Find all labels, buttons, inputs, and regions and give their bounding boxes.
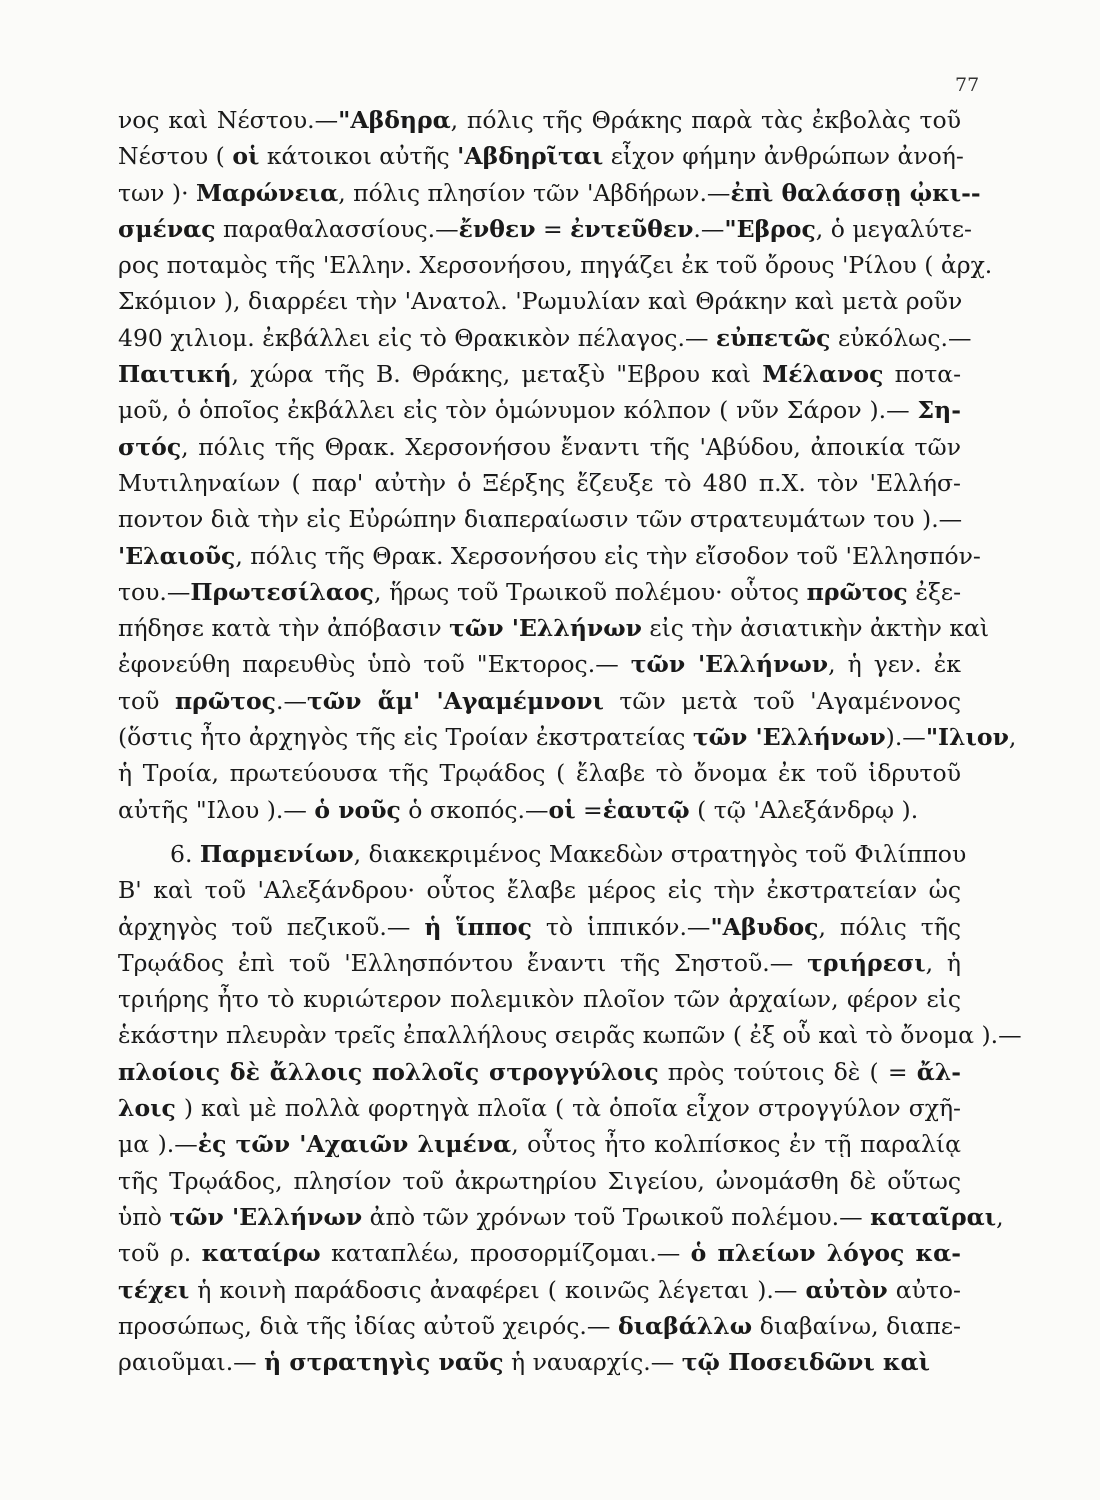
text-line: Μυτιληναίων ( παρ' αὐτὴν ὁ Ξέρξης ἔζευξε τὸ 480 π.Χ. τὸν 'Ελλήσ- (118, 468, 961, 497)
text-line: τοῦ πρῶτος.—τῶν ἅμ' 'Αγαμέμνονι τῶν μετὰ τοῦ 'Αγαμένονος (118, 686, 961, 715)
text-line: αὐτῆς "Ιλου ).— ὁ νοῦς ὁ σκοπός.—οἱ =ἑαυτῷ ( τῷ 'Αλεξάνδρῳ ). (118, 795, 919, 824)
text-line: τῆς Τρῳάδος, πλησίον τοῦ ἀκρωτηρίου Σιγείου, ὠνομάσθη δὲ οὕτως (118, 1166, 961, 1195)
text-line: ἡ Τροία, πρωτεύουσα τῆς Τρῳάδος ( ἔλαβε τὸ ὄνομα ἐκ τοῦ ἱδρυτοῦ (118, 759, 961, 788)
text-line: Παιτική, χώρα τῆς Β. Θράκης, μεταξὺ "Εβρου καὶ Μέλανος ποτα- (118, 360, 962, 389)
text-line: ὑπὸ τῶν 'Ελλήνων ἀπὸ τῶν χρόνων τοῦ Τρωικοῦ πολέμου.— καταῖραι, (118, 1202, 1004, 1231)
page-number: 77 (955, 74, 980, 96)
commentary-paragraph-1 (118, 102, 1017, 828)
commentary-paragraph-2 (118, 836, 1022, 1380)
text-line: Β' καὶ τοῦ 'Αλεξάνδρου· οὗτος ἔλαβε μέρος εἰς τὴν ἐκστρατείαν ὡς (118, 876, 961, 905)
text-line: τέχει ἡ κοινὴ παράδοσις ἀναφέρει ( κοινῶς λέγεται ).— αὐτὸν αὐτο- (118, 1275, 961, 1304)
text-line: Σκόμιον ), διαρρέει τὴν 'Ανατολ. 'Ρωμυλίαν καὶ Θράκην καὶ μετὰ ροῦν (118, 287, 963, 316)
text-line: ρος ποταμὸς τῆς 'Ελλην. Χερσονήσου, πηγάζει ἐκ τοῦ ὄρους 'Ρίλου ( ἀρχ. (118, 251, 993, 280)
text-line: 'Ελαιοῦς, πόλις τῆς Θρακ. Χερσονήσου εἰς τὴν εἴσοδον τοῦ 'Ελλησπόν- (118, 541, 981, 570)
text-line: 6. Παρμενίων, διακεκριμένος Μακεδὼν στρατηγὸς τοῦ Φιλίππου (170, 840, 967, 868)
text-line: μα ).—ἐς τῶν 'Αχαιῶν λιμένα, οὗτος ἦτο κολπίσκος ἐν τῇ παραλίᾳ (118, 1130, 961, 1159)
text-line: πήδησε κατὰ τὴν ἀπόβασιν τῶν 'Ελλήνων εἰς τὴν ἀσιατικὴν ἀκτὴν καὶ (118, 614, 990, 643)
text-line: ποντον διὰ τὴν εἰς Εὐρώπην διαπεραίωσιν τῶν στρατευμάτων του ).— (118, 505, 963, 534)
text-line: λοις ) καὶ μὲ πολλὰ φορτηγὰ πλοῖα ( τὰ ὁποῖα εἶχον στρογγύλον σχῆ- (118, 1094, 961, 1123)
text-line: ἀρχηγὸς τοῦ πεζικοῦ.— ἡ ἵππος τὸ ἱππικόν.—"Αβυδος, πόλις τῆς (118, 912, 962, 941)
text-line: πλοίοις δὲ ἄλλοις πολλοῖς στρογγύλοις πρὸς τούτοις δὲ ( = ἄλ- (118, 1057, 962, 1086)
text-line: μοῦ, ὁ ὁποῖος ἐκβάλλει εἰς τὸν ὁμώνυμον κόλπον ( νῦν Σάρον ).— Ση- (118, 396, 961, 425)
text-line: σμένας παραθαλασσίους.—ἔνθεν = ἐντεῦθεν.—"Εβρος, ὁ μεγαλύτε- (118, 214, 972, 243)
text-line: Τρῳάδος ἐπὶ τοῦ 'Ελλησπόντου ἔναντι τῆς Σηστοῦ.— τριήρεσι, ἡ (118, 948, 961, 977)
text-line: προσώπως, διὰ τῆς ἰδίας αὐτοῦ χειρός.— διαβάλλω διαβαίνω, διαπε- (118, 1311, 961, 1340)
text-line: τοῦ ρ. καταίρω καταπλέω, προσορμίζομαι.— ὁ πλείων λόγος κα- (118, 1239, 961, 1268)
text-line: ἑκάστην πλευρὰν τρεῖς ἐπαλλήλους σειρᾶς κωπῶν ( ἐξ οὗ καὶ τὸ ὄνομα ).— (118, 1021, 1022, 1050)
text-line: των )· Μαρώνεια, πόλις πλησίον τῶν 'Αβδήρων.—ἐπὶ θαλάσσῃ ᾠκι-- (118, 178, 981, 207)
text-line: τριήρης ἦτο τὸ κυριώτερον πολεμικὸν πλοῖον τῶν ἀρχαίων, φέρον εἰς (118, 985, 961, 1014)
text-line: στός, πόλις τῆς Θρακ. Χερσονήσου ἔναντι τῆς 'Αβύδου, ἀποικία τῶν (118, 432, 961, 461)
text-line: Νέστου ( οἱ κάτοικοι αὐτῆς 'Αβδηρῖται εἶχον φήμην ἀνθρώπων ἀνοή- (118, 142, 964, 171)
text-line: του.—Πρωτεσίλαος, ἥρως τοῦ Τρωικοῦ πολέμου· οὗτος πρῶτος ἐξε- (118, 577, 962, 606)
text-line: ραιοῦμαι.— ἡ στρατηγὶς ναῦς ἡ ναυαρχίς.— τῷ Ποσειδῶνι καὶ (118, 1348, 930, 1377)
text-line: ἐφονεύθη παρευθὺς ὑπὸ τοῦ "Εκτορος.— τῶν 'Ελλήνων, ἡ γεν. ἐκ (118, 650, 961, 679)
text-line: νος καὶ Νέστου.—"Αβδηρα, πόλις τῆς Θράκης παρὰ τὰς ἐκβολὰς τοῦ (118, 106, 961, 134)
text-line: (ὅστις ἦτο ἀρχηγὸς τῆς εἰς Τροίαν ἐκστρατείας τῶν 'Ελλήνων).—"Ιλιον, (118, 723, 1017, 752)
text-line: 490 χιλιομ. ἐκβάλλει εἰς τὸ Θρακικὸν πέλαγος.— εὐπετῶς εὐκόλως.— (118, 323, 972, 352)
